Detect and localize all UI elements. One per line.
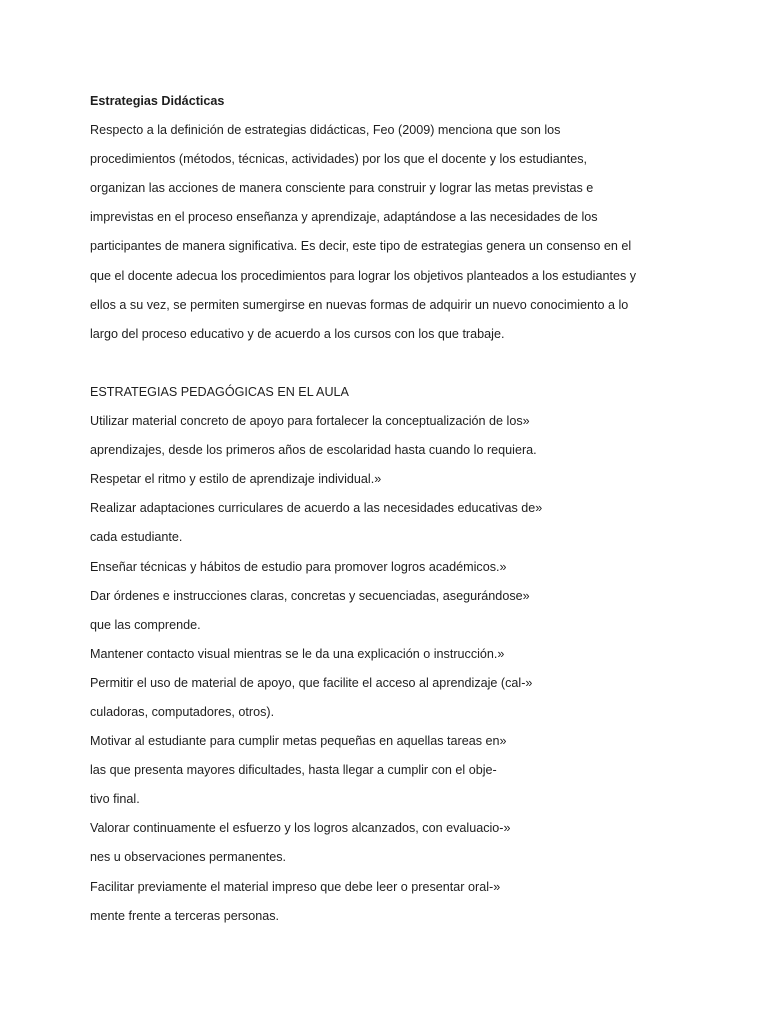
list-line: aprendizajes, desde los primeros años de escolaridad hasta cuando lo requiera. xyxy=(90,443,537,458)
list-line: culadoras, computadores, otros). xyxy=(90,704,275,719)
list-line: Valorar continuamente el esfuerzo y los logros alcanzados, con evaluacio-» xyxy=(90,821,511,836)
list-line: Respetar el ritmo y estilo de aprendizaje individual.» xyxy=(90,472,382,487)
list-line: Mantener contacto visual mientras se le da una explicación o instrucción.» xyxy=(90,646,505,661)
list-line: las que presenta mayores dificultades, hasta llegar a cumplir con el obje- xyxy=(90,763,497,778)
list-line: que las comprende. xyxy=(90,617,201,632)
list-line: Motivar al estudiante para cumplir metas pequeñas en aquellas tareas en» xyxy=(90,734,507,749)
list-line: cada estudiante. xyxy=(90,530,183,545)
list-line: tivo final. xyxy=(90,792,140,807)
section-heading-estrategias-didacticas: Estrategias Didácticas xyxy=(90,94,225,108)
paragraph-line: que el docente adecua los procedimientos para lograr los objetivos planteados a los estudiantes y xyxy=(90,268,637,283)
blank-line xyxy=(90,353,740,382)
paragraph-line: ellos a su vez, se permiten sumergirse en nuevas formas de adquirir un nuevo conocimiento a lo xyxy=(90,297,629,312)
paragraph-line: imprevistas en el proceso enseñanza y aprendizaje, adaptándose a las necesidades de los xyxy=(90,210,598,225)
paragraph-line: largo del proceso educativo y de acuerdo a los cursos con los que trabaje. xyxy=(90,326,505,341)
paragraph-line: participantes de manera significativa. Es decir, este tipo de estrategias genera un consenso en el xyxy=(90,239,632,254)
strategies-list xyxy=(90,411,740,935)
list-line: mente frente a terceras personas. xyxy=(90,908,280,923)
list-line: Facilitar previamente el material impreso que debe leer o presentar oral-» xyxy=(90,879,501,894)
list-line: Permitir el uso de material de apoyo, que facilite el acceso al aprendizaje (cal-» xyxy=(90,675,533,690)
list-line: Enseñar técnicas y hábitos de estudio para promover logros académicos.» xyxy=(90,559,507,574)
list-line: Dar órdenes e instrucciones claras, concretas y secuenciadas, asegurándose» xyxy=(90,588,530,603)
paragraph-definicion xyxy=(90,120,740,353)
paragraph-line: Respecto a la definición de estrategias didácticas, Feo (2009) menciona que son los xyxy=(90,123,561,138)
list-line: nes u observaciones permanentes. xyxy=(90,850,287,865)
list-line: Utilizar material concreto de apoyo para fortalecer la conceptualización de los» xyxy=(90,414,530,429)
section-heading-estrategias-pedagogicas: ESTRATEGIAS PEDAGÓGICAS EN EL AULA xyxy=(90,384,349,399)
paragraph-line: organizan las acciones de manera consciente para construir y lograr las metas previstas e xyxy=(90,181,594,196)
paragraph-line: procedimientos (métodos, técnicas, actividades) por los que el docente y los estudiantes, xyxy=(90,152,588,167)
document-page xyxy=(90,91,740,935)
list-line: Realizar adaptaciones curriculares de acuerdo a las necesidades educativas de» xyxy=(90,501,543,516)
